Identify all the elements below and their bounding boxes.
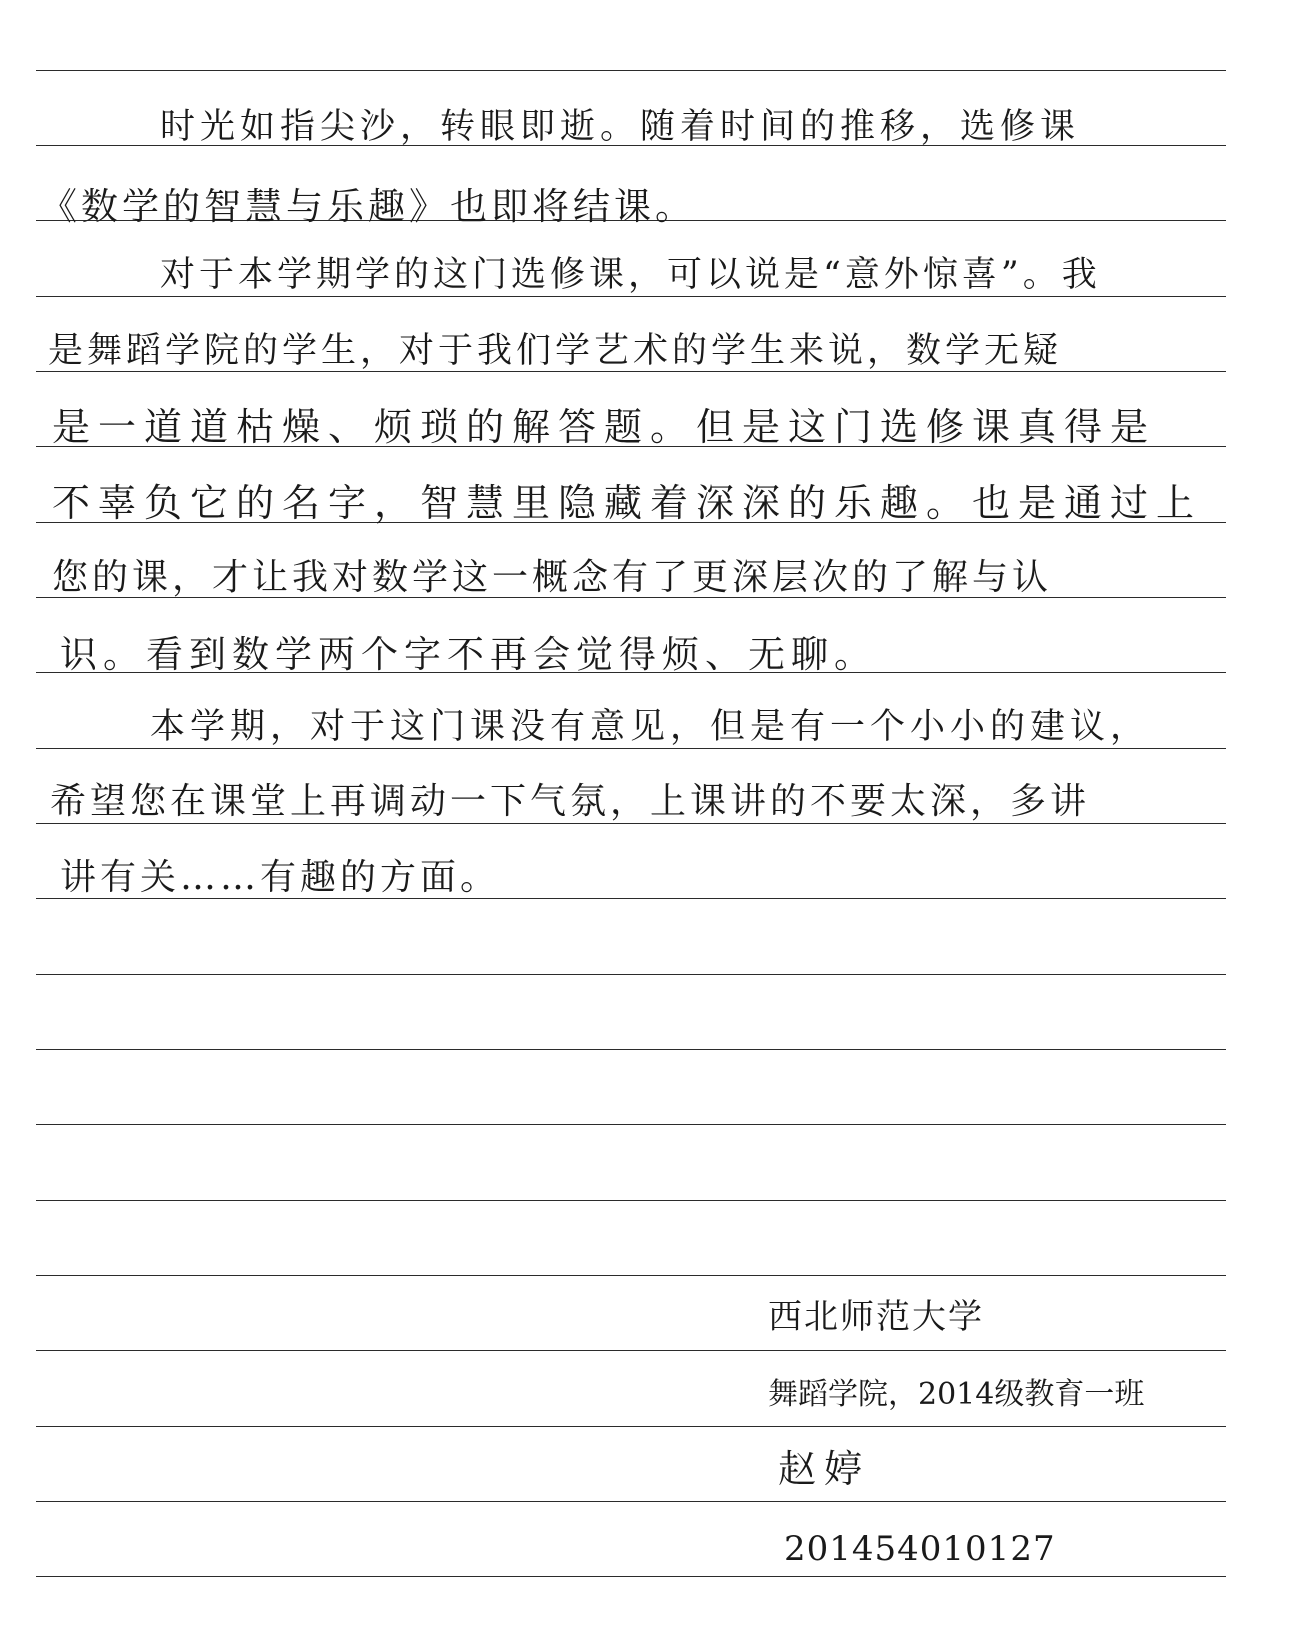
ruled-line: [36, 70, 1226, 71]
ruled-line: [36, 974, 1226, 975]
ruled-line: [36, 1350, 1226, 1351]
ruled-line: [36, 1049, 1226, 1050]
essay-line: 本学期，对于这门课没有意见，但是有一个小小的建议，: [150, 707, 1151, 747]
essay-line: 不辜负它的名字，智慧里隐藏着深深的乐趣。也是通过上: [52, 481, 1203, 525]
essay-line: 《数学的智慧与乐趣》也即将结课。: [40, 185, 696, 228]
ruled-line: [36, 748, 1226, 749]
essay-line: 对于本学期学的这门选修课，可以说是“意外惊喜”。我: [160, 255, 1101, 295]
ruled-line: [36, 1275, 1226, 1276]
signature-student-id: 201454010127: [784, 1529, 1056, 1569]
ruled-line: [36, 1576, 1226, 1577]
ruled-line: [36, 1124, 1226, 1125]
ruled-line: [36, 898, 1226, 899]
essay-line: 希望您在课堂上再调动一下气氛，上课讲的不要太深，多讲: [50, 781, 1091, 822]
essay-line: 是舞蹈学院的学生，对于我们学艺术的学生来说，数学无疑: [48, 331, 1063, 371]
essay-line: 识。看到数学两个字不再会觉得烦、无聊。: [60, 633, 877, 676]
ruled-line: [36, 371, 1226, 372]
signature-name: 赵婷: [778, 1447, 871, 1491]
essay-line: 时光如指尖沙，转眼即逝。随着时间的推移，选修课: [160, 107, 1081, 147]
ruled-line: [36, 823, 1226, 824]
ruled-line: [36, 1426, 1226, 1427]
signature-university: 西北师范大学: [768, 1297, 984, 1337]
ruled-line: [36, 296, 1226, 297]
signature-department: 舞蹈学院，2014级教育一班: [768, 1377, 1145, 1412]
ruled-line: [36, 1501, 1226, 1502]
ruled-line: [36, 1200, 1226, 1201]
essay-line: 是一道道枯燥、烦琐的解答题。但是这门选修课真得是: [52, 405, 1157, 449]
essay-line: 您的课，才让我对数学这一概念有了更深层次的了解与认: [52, 557, 1053, 598]
essay-line: 讲有关……有趣的方面。: [60, 857, 501, 898]
